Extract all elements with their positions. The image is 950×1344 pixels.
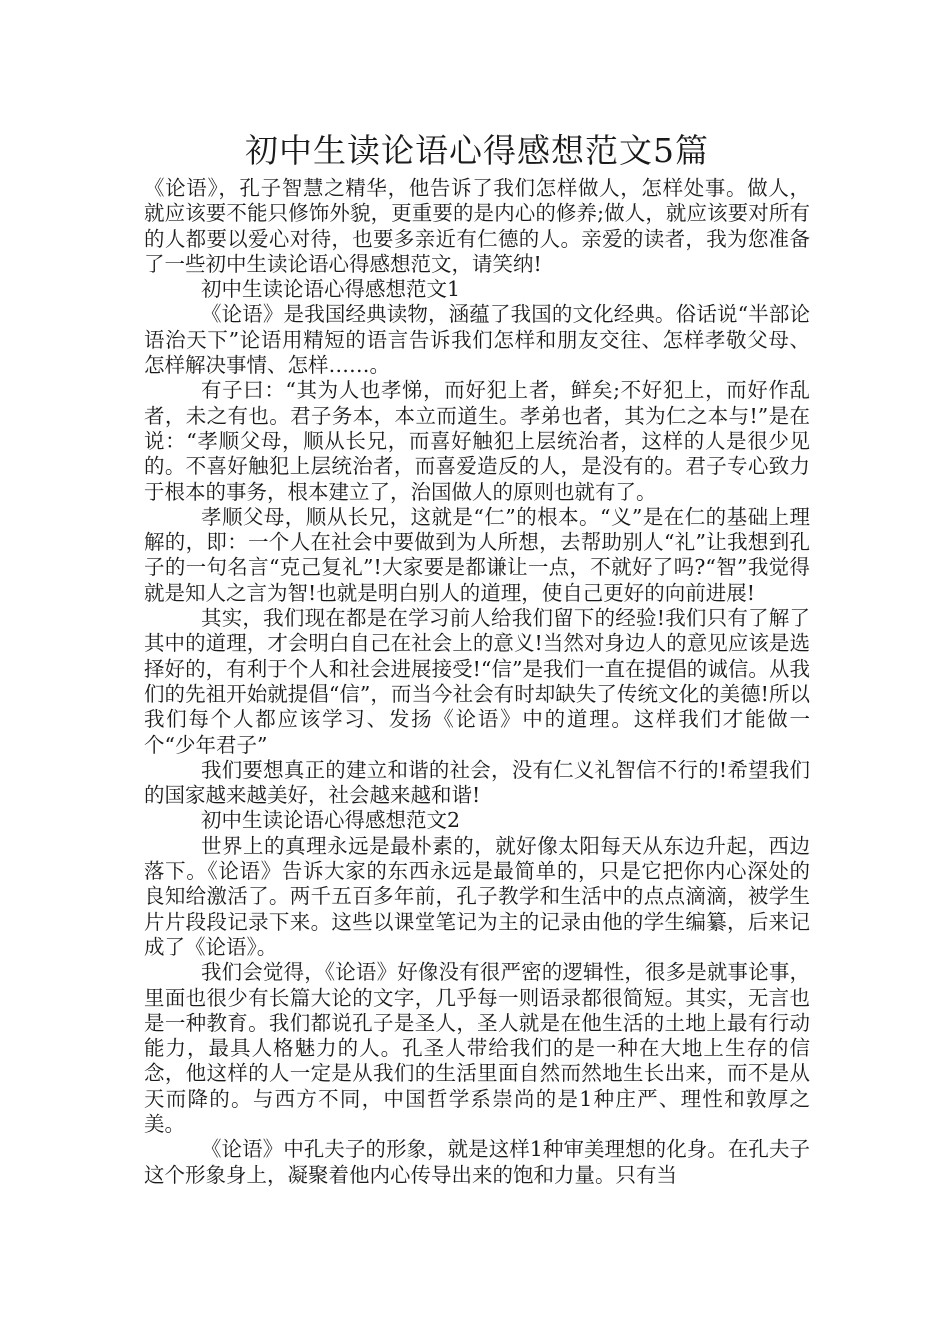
paragraph: 其实，我们现在都是在学习前人给我们留下的经验!我们只有了解了其中的道理，才会明白自己在社会上的意义!当然对身边人的意见应该是选择好的，有利于个人和社会进展接受!“信”是我们一直在提倡的诚信。从我们的先祖开始就提倡“信”，而当今社会有时却缺失了传统文化的美德!所以我们每个人都应该学习、发扬《论语》中的道理。这样我们才能做一个“少年君子” xyxy=(144,606,810,757)
paragraph: 有子曰：“其为人也孝悌，而好犯上者，鲜矣;不好犯上，而好作乱者，未之有也。君子务本，本立而道生。孝弟也者，其为仁之本与!”是在说：“孝顺父母，顺从长兄，而喜好触犯上层统治者，这样的人是很少见的。不喜好触犯上层统治者，而喜爱造反的人，是没有的。君子专心致力于根本的事务，根本建立了，治国做人的原则也就有了。 xyxy=(144,378,810,504)
document-page xyxy=(144,126,810,1188)
paragraph: 世界上的真理永远是最朴素的，就好像太阳每天从东边升起，西边落下。《论语》告诉大家的东西永远是最简单的，只是它把你内心深处的良知给激活了。两千五百多年前，孔子教学和生活中的点点滴滴，被学生片片段段记录下来。这些以课堂笔记为主的记录由他的学生编纂，后来记成了《论语》。 xyxy=(144,833,810,959)
paragraph: 我们要想真正的建立和谐的社会，没有仁义礼智信不行的!希望我们的国家越来越美好，社会越来越和谐! xyxy=(144,757,810,808)
section-heading: 初中生读论语心得感想范文1 xyxy=(201,277,461,302)
document-title: 初中生读论语心得感想范文5篇 xyxy=(245,131,709,170)
paragraph: 《论语》，孔子智慧之精华，他告诉了我们怎样做人，怎样处事。做人，就应该要不能只修饰外貌，更重要的是内心的修养;做人，就应该要对所有的人都要以爱心对待，也要多亲近有仁德的人。亲爱的读者，我为您准备了一些初中生读论语心得感想范文，请笑纳! xyxy=(144,176,810,276)
paragraph: 我们会觉得，《论语》好像没有很严密的逻辑性，很多是就事论事，里面也很少有长篇大论的文字，几乎每一则语录都很简短。其实，无言也是一种教育。我们都说孔子是圣人，圣人就是在他生活的土地上最有行动能力，最具人格魅力的人。孔圣人带给我们的是一种在大地上生存的信念，他这样的人一定是从我们的生活里面自然而然地生长出来，而不是从天而降的。与西方不同，中国哲学系崇尚的是1种庄严、理性和敦厚之美。 xyxy=(144,960,810,1136)
paragraph: 孝顺父母，顺从长兄，这就是“仁”的根本。“义”是在仁的基础上理解的，即：一个人在社会中要做到为人所想，去帮助别人“礼”让我想到孔子的一句名言“克己复礼”!大家要是都谦让一点，不就好了吗?“智”我觉得就是知人之言为智!也就是明白别人的道理，使自己更好的向前进展! xyxy=(144,504,810,605)
paragraph: 《论语》中孔夫子的形象，就是这样1种审美理想的化身。在孔夫子这个形象身上，凝聚着他内心传导出来的饱和力量。只有当 xyxy=(144,1137,810,1187)
section-heading: 初中生读论语心得感想范文2 xyxy=(201,808,461,833)
document-body xyxy=(144,176,810,1188)
paragraph: 《论语》是我国经典读物，涵蕴了我国的文化经典。俗话说“半部论语治天下”论语用精短的语言告诉我们怎样和朋友交往、怎样孝敬父母、怎样解决事情、怎样……。 xyxy=(144,302,810,378)
